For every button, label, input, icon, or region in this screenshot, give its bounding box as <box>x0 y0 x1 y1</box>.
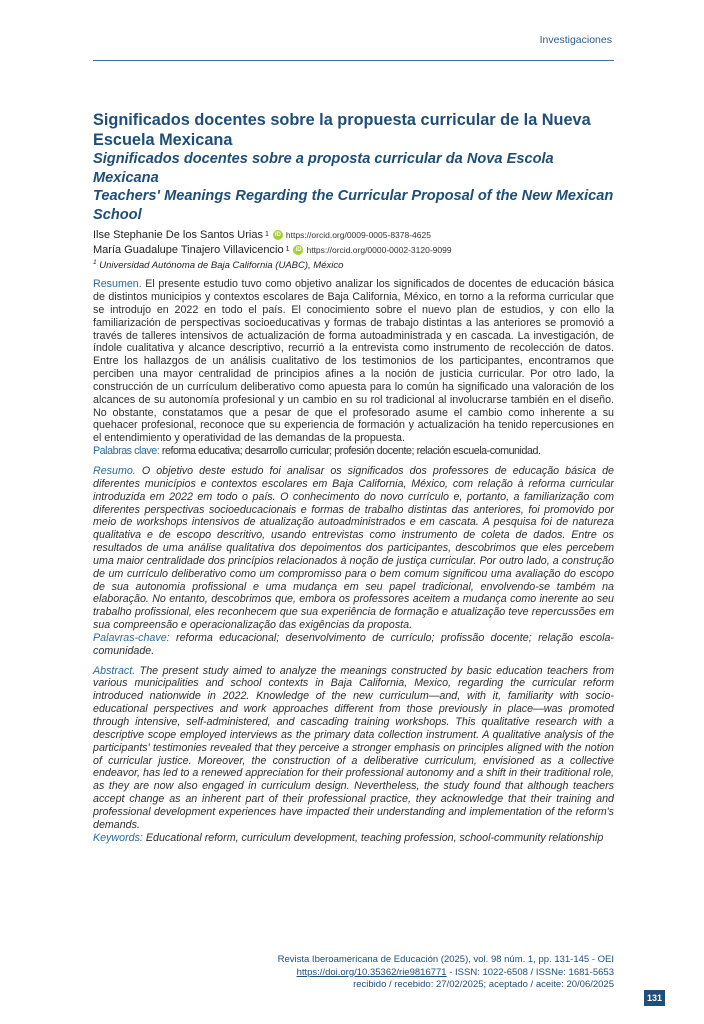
keywords-portuguese <box>93 632 614 658</box>
keywords-spanish-text: reforma educativa; desarrollo curricular; profesión docente; relación escuela-comunidad. <box>161 445 541 458</box>
orcid-icon: iD <box>274 232 281 239</box>
abstract-english-label: Abstract. <box>93 664 136 677</box>
author-name: María Guadalupe Tinajero Villavicencio <box>93 243 284 256</box>
keywords-spanish <box>93 445 614 458</box>
abstract-english <box>93 665 614 845</box>
affiliation-text: Universidad Autónoma de Baja California (UABC), México <box>99 260 344 272</box>
author-entry <box>93 243 614 258</box>
abstract-english-body <box>93 665 614 832</box>
submission-dates: recibido / recebido: 27/02/2025; aceptado / aceite: 20/06/2025 <box>353 979 614 990</box>
abstract-portuguese-label: Resumo. <box>93 464 136 477</box>
article-content <box>93 110 614 844</box>
orcid-link[interactable]: https://orcid.org/0009-0005-8378-4625 <box>285 230 431 240</box>
page-number: 131 <box>644 990 665 1006</box>
keywords-english-label: Keywords: <box>93 831 143 844</box>
author-name: Ilse Stephanie De los Santos Urias <box>93 229 263 241</box>
issn-text: - ISSN: 1022-6508 / ISSNe: 1681-5653 <box>446 966 614 978</box>
abstract-portuguese-text: O objetivo deste estudo foi analisar os significados dos professores de educação básica de diferentes municípios e contextos escolares em Baja California, México, com relação à reforma curricular introduzida em 2022 em todo o país. O conhecimento do novo currículo e, portanto, a familiarização com diferentes perspectivas socioeducacionais e formas de trabalho distintas das anteriores, foi promovido por meio de workshops intensivos de atualização autoadministrados e em cascata. A pesquisa foi de natureza qualitativa e de escopo descritivo, usando entrevistas como instrumento de coleta de dados. Entre os resultados de uma análise qualitativa dos depoimentos dos participantes, descobrimos que eles percebem uma maior centralidade dos princípios relacionados à noção de justiça curricular. Por outro lado, a construção de um currículo deliberativo como um compromisso para o bem comum significou uma avaliação do escopo de sua autonomia profissional e uma mudança em seu papel tradicional, envolvendo-se também na elaboração. No entanto, descobrimos que, embora os professores aceitem a mudança como inerente ao seu trabalho profissional, eles reconhecem que sua experiência de formação e atualização teve repercussões em sua compreensão e operacionalização das exigências da proposta. <box>93 464 614 632</box>
abstract-spanish-label: Resumen. <box>93 278 142 291</box>
affiliation-marker: 1 <box>93 259 97 266</box>
abstract-portuguese <box>93 465 614 658</box>
keywords-portuguese-text: reforma educacional; desenvolvimento de currículo; profissão docente; relação escola-comunidade. <box>93 631 614 657</box>
orcid-link[interactable]: https://orcid.org/0000-0002-3120-9099 <box>306 244 452 255</box>
journal-footer <box>278 954 614 992</box>
doi-issn-line <box>278 967 614 980</box>
author-list <box>93 228 614 272</box>
section-label: Investigaciones <box>539 34 612 46</box>
article-title-spanish: Significados docentes sobre la propuesta curricular de la Nueva Escuela Mexicana <box>93 111 591 149</box>
author-entry <box>93 228 614 243</box>
doi-link[interactable]: https://doi.org/10.35362/rie9816771 <box>296 966 447 978</box>
article-title-english: Teachers' Meanings Regarding the Curricular Proposal of the New Mexican School <box>93 188 614 223</box>
abstract-english-text: The present study aimed to analyze the meanings constructed by basic education teachers from various municipalities and school contexts in Baja California, Mexico, regarding the curricular reform introduced nationwide in 2022. Knowledge of the new curriculum—and, with it, familiarity with socio-educational perspectives and work approaches different from those previously in place—was promoted through intensive, self-administered, and cascading training workshops. This qualitative research with a descriptive scope employed interviews as the primary data collection instrument. A qualitative analysis of the participants' testimonies revealed that they perceive a stronger emphasis on principles aligned with the notion of curricular justice. Moreover, the construction of a deliberative curriculum, envisioned as a collective endeavor, has led to a renewed appreciation for their professional autonomy and a shift in their traditional role, as they are now also engaged in curriculum design. Nevertheless, the study found that although teachers accept change as an inherent part of their professional practice, they acknowledge that their training and professional development experiences have impacted their understanding and implementation of the reform's demands. <box>93 664 614 831</box>
abstract-portuguese-body <box>93 465 614 632</box>
journal-citation: Revista Iberoamericana de Educación (2025), vol. 98 núm. 1, pp. 131-145 - OEI <box>277 954 614 965</box>
author-affiliation-marker: 1 <box>285 245 290 253</box>
orcid-icon: iD <box>295 246 302 253</box>
abstract-spanish <box>93 278 614 458</box>
affiliation <box>93 257 614 272</box>
keywords-english-text: Educational reform, curriculum development, teaching profession, school-community relationship <box>145 831 604 844</box>
author-affiliation-marker: 1 <box>264 231 269 238</box>
article-title-portuguese: Significados docentes sobre a proposta curricular da Nova Escola Mexicana <box>93 151 554 186</box>
abstract-spanish-text: El presente estudio tuvo como objetivo analizar los significados de docentes de educación básica de distintos municipios y contextos escolares de Baja California, México, en torno a la reforma curricular que se introdujo en 2022 en todo el país. El conocimiento sobre el nuevo plan de estudios, y con ello la familiarización de perspectivas socioeducativas y formas de trabajo distintas a las anteriores se promovió a través de talleres intensivos de actualización de forma autoadministrada y en cascada. La investigación, de índole cualitativa y alcance descriptivo, recurrió a la entrevista como instrumento de recolección de datos. Entre los hallazgos de un análisis cualitativo de los testimonios de los participantes, encontramos que perciben una mayor centralidad de principios afines a la noción de justicia curricular. Por otro lado, la construcción de un currículum deliberativo como apuesta para lo común ha significado una valoración de los alcances de su autonomía profesional y un cambio en su rol tradicional al involucrarse también en el diseño. No obstante, constatamos que a pesar de que el profesorado asume el cambio como inherente a su quehacer profesional, reconoce que su experiencia de formación y actualización ha tenido repercusiones en el entendimiento y operatividad de las demandas de la propuesta. <box>93 278 614 445</box>
abstract-spanish-body <box>93 278 614 445</box>
keywords-portuguese-label: Palavras-chave: <box>93 631 170 644</box>
keywords-english <box>93 832 614 845</box>
header-divider <box>93 60 614 61</box>
keywords-spanish-label: Palabras clave: <box>93 445 160 458</box>
